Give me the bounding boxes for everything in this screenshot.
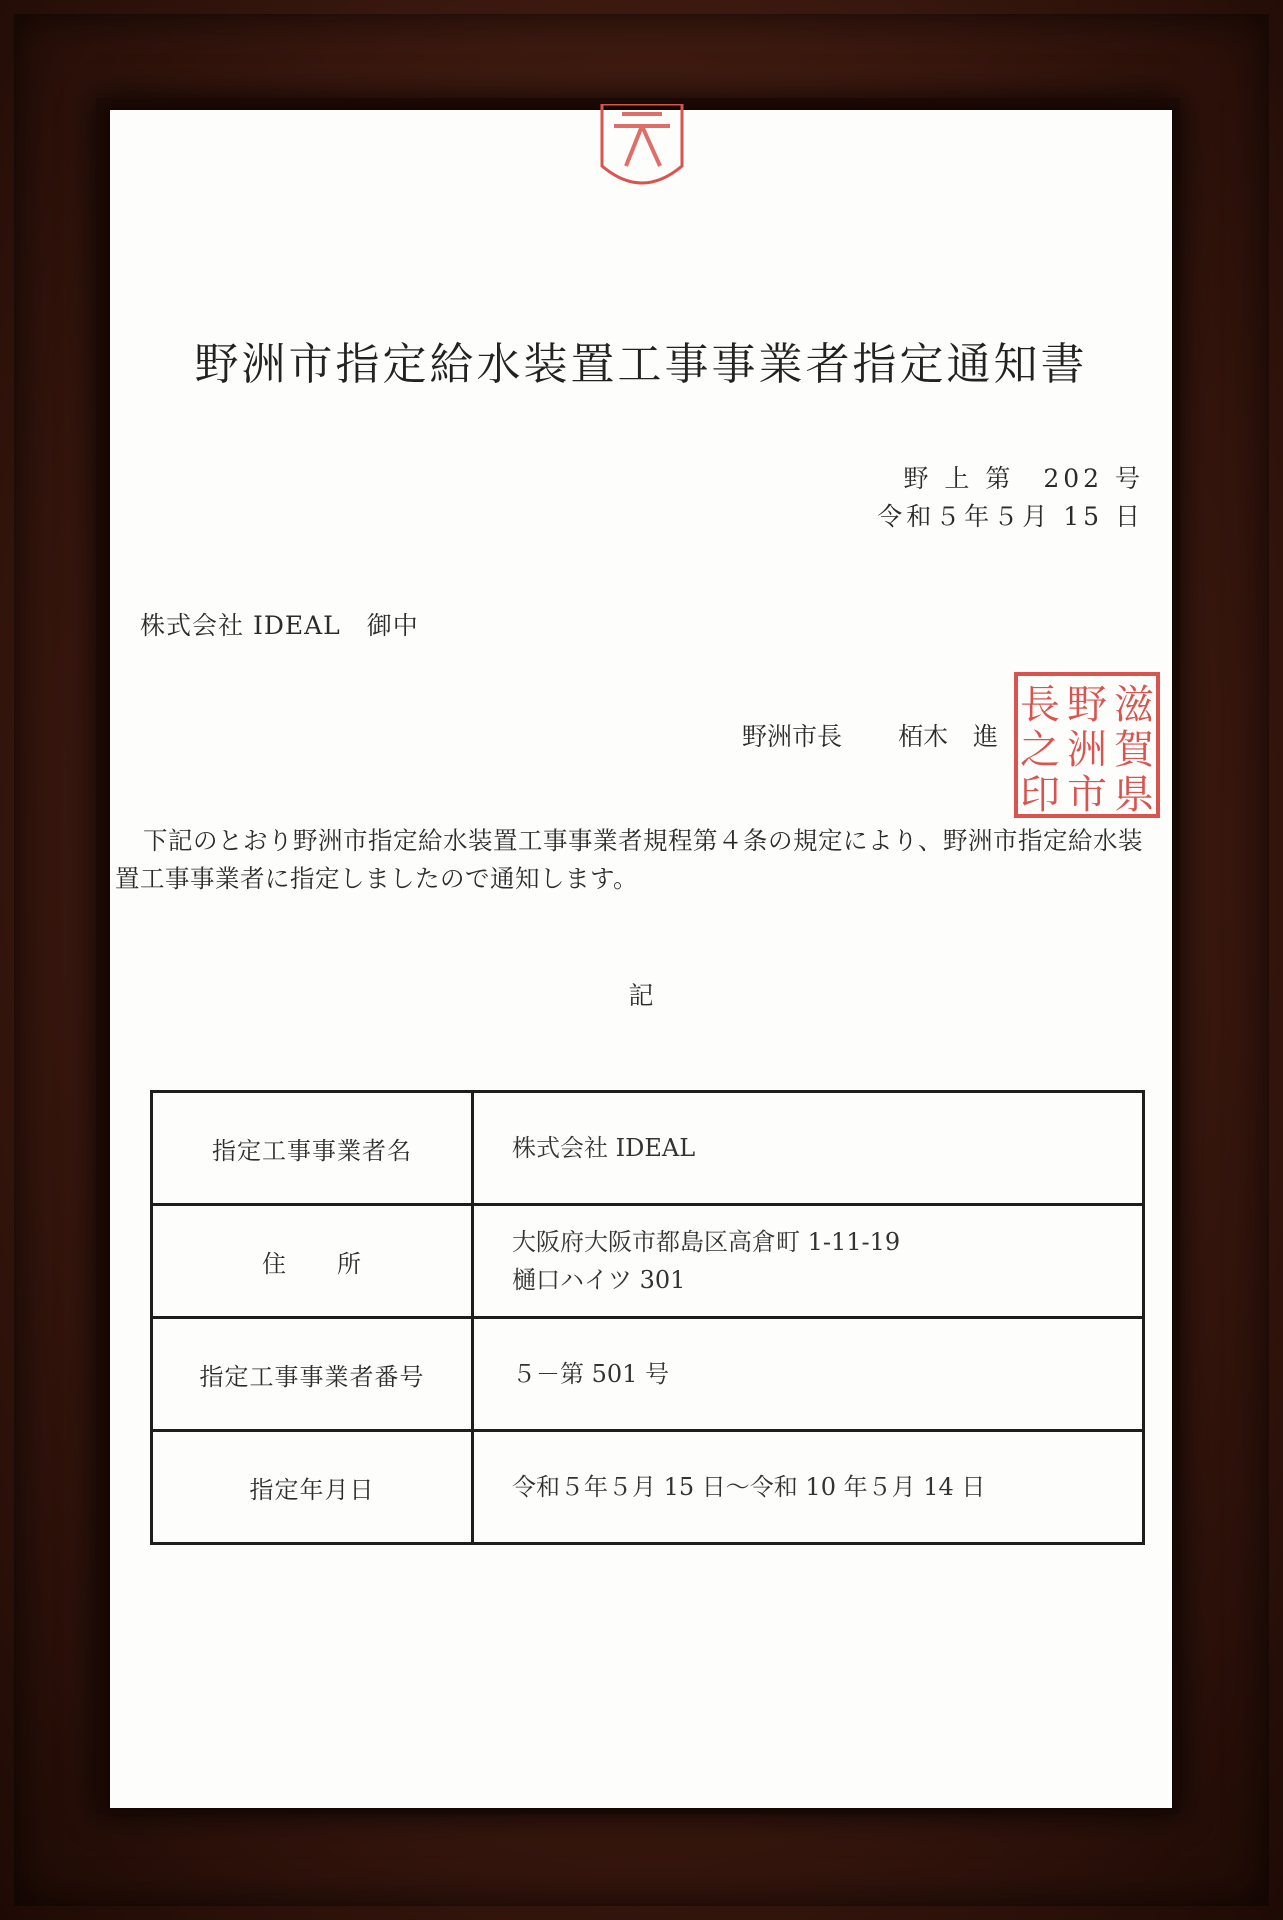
document-date: 令和５年５月 15 日 [877, 502, 1144, 531]
document-number: 野 上 第 202 号 [903, 464, 1144, 493]
address-label-text: 住 所 [262, 1249, 362, 1278]
issuer-title: 野洲市長 [742, 722, 843, 751]
document-title: 野洲市指定給水装置工事事業者指定通知書 [194, 339, 1088, 390]
issuer-name: 栢木 進 [898, 722, 999, 751]
row-value-address [473, 1205, 1144, 1318]
mayor-official-seal [1012, 670, 1162, 820]
seal-glyph: 印 [1020, 772, 1060, 818]
seal-glyph: 野 [1067, 682, 1107, 728]
document-number-block [877, 460, 1144, 536]
address-line-2: 樋口ハイツ 301 [512, 1266, 686, 1294]
issuer-line [742, 717, 998, 753]
designation-table [150, 1090, 1145, 1545]
row-value-company: 株式会社 IDEAL [473, 1092, 1144, 1205]
table-row [152, 1431, 1144, 1544]
row-label-company: 指定工事事業者名 [152, 1092, 473, 1205]
addressee-name: 株式会社 IDEAL [140, 611, 341, 640]
seal-glyph: 之 [1020, 727, 1060, 773]
notice-body: 下記のとおり野洲市指定給水装置工事事業者規程第４条の規定により、野洲市指定給水装置工事事業者に指定しましたので通知します。 [115, 826, 1143, 893]
seal-glyph: 賀 [1114, 727, 1154, 773]
seal-glyph: 洲 [1067, 727, 1107, 773]
certificate-paper [110, 110, 1172, 1808]
addressee-line [140, 606, 419, 642]
row-label-address [152, 1205, 473, 1318]
table-row [152, 1092, 1144, 1205]
row-label-date: 指定年月日 [152, 1431, 473, 1544]
ki-heading: 記 [628, 981, 654, 1010]
row-label-number: 指定工事事業者番号 [152, 1318, 473, 1431]
seal-glyph: 長 [1020, 682, 1060, 728]
address-line-1: 大阪府大阪市都島区高倉町 1-11-19 [512, 1228, 901, 1256]
top-seal-stamp [592, 104, 692, 196]
row-value-number: ５－第 501 号 [473, 1318, 1144, 1431]
addressee-suffix: 御中 [366, 611, 419, 640]
row-value-date: 令和５年５月 15 日～令和 10 年５月 14 日 [473, 1431, 1144, 1544]
table-row [152, 1205, 1144, 1318]
seal-glyph: 県 [1114, 772, 1154, 818]
seal-glyph: 市 [1067, 772, 1107, 818]
seal-glyph: 滋 [1114, 682, 1154, 728]
table-row [152, 1318, 1144, 1431]
